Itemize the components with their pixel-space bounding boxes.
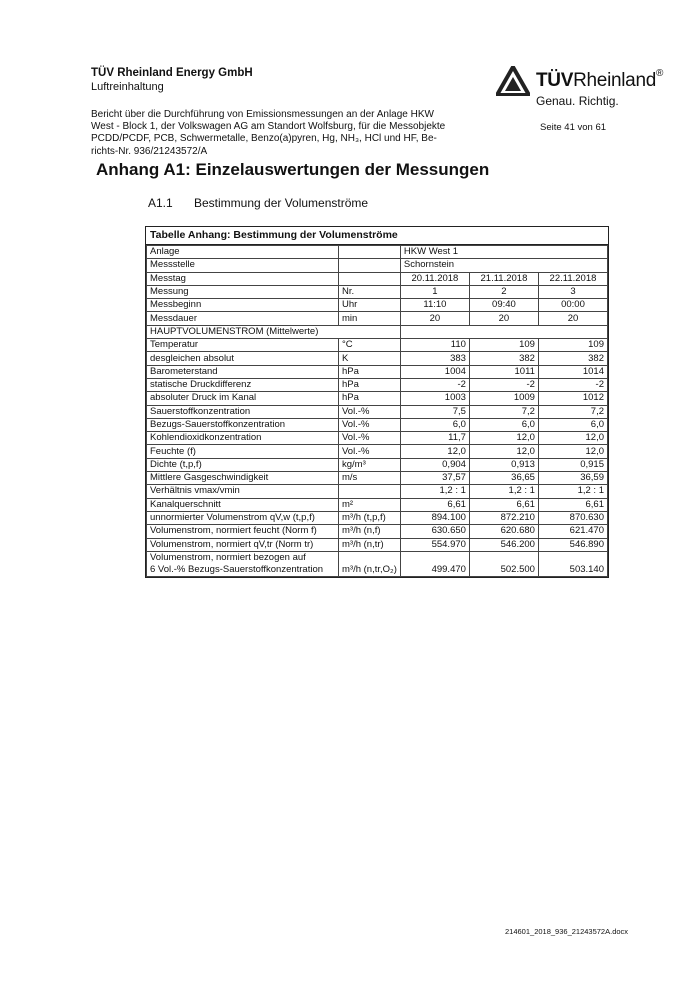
row-value: 7,5 [400, 405, 469, 418]
row-label: absoluter Druck im Kanal [147, 392, 339, 405]
row-label [147, 551, 339, 576]
row-unit: Vol.-% [339, 445, 401, 458]
row-value: 36,59 [538, 472, 607, 485]
row-value: 382 [538, 352, 607, 365]
row-label: Verhältnis vmax/vmin [147, 485, 339, 498]
table-row [147, 485, 608, 498]
table-row [147, 458, 608, 471]
row-value: 20.11.2018 [400, 272, 469, 285]
row-value: 1009 [469, 392, 538, 405]
row-value: 621.470 [538, 525, 607, 538]
row-unit: m³/h (n,f) [339, 525, 401, 538]
row-unit: hPa [339, 378, 401, 391]
row-label: Feuchte (f) [147, 445, 339, 458]
row-label: Messung [147, 285, 339, 298]
report-line: richts-Nr. 936/21243572/A [91, 145, 208, 157]
row-value: 1003 [400, 392, 469, 405]
row-unit: kg/m³ [339, 458, 401, 471]
row-value: -2 [538, 378, 607, 391]
table-row [147, 511, 608, 524]
triangle-logo-icon [496, 66, 530, 96]
row-label: desgleichen absolut [147, 352, 339, 365]
row-label: Messtag [147, 272, 339, 285]
row-unit: min [339, 312, 401, 325]
row-label: Messbeginn [147, 299, 339, 312]
row-value: 894.100 [400, 511, 469, 524]
row-label: Sauerstoffkonzentration [147, 405, 339, 418]
table-row [147, 551, 608, 576]
row-label: Kohlendioxidkonzentration [147, 432, 339, 445]
row-value: 12,0 [538, 445, 607, 458]
row-value: 12,0 [469, 432, 538, 445]
row-value: 12,0 [469, 445, 538, 458]
row-value: 6,0 [469, 418, 538, 431]
company-name: TÜV Rheinland Energy GmbH [91, 67, 253, 79]
data-grid [146, 245, 608, 577]
row-value: 12,0 [400, 445, 469, 458]
row-value: 20 [538, 312, 607, 325]
table-row [147, 378, 608, 391]
row-value: 0,904 [400, 458, 469, 471]
row-unit [339, 259, 401, 272]
row-label: Dichte (t,p,f) [147, 458, 339, 471]
row-value: -2 [469, 378, 538, 391]
row-value: 3 [538, 285, 607, 298]
row-value: 6,0 [538, 418, 607, 431]
row-label: Temperatur [147, 339, 339, 352]
table-row [147, 299, 608, 312]
row-value: 546.200 [469, 538, 538, 551]
row-value: 36,65 [469, 472, 538, 485]
table-row [147, 272, 608, 285]
report-description [91, 109, 446, 158]
row-value: 1004 [400, 365, 469, 378]
row-label: Barometerstand [147, 365, 339, 378]
row-value: 11,7 [400, 432, 469, 445]
row-value: HKW West 1 [400, 246, 607, 259]
report-line: Bericht über die Durchführung von Emissionsmessungen an der Anlage HKW [91, 109, 434, 120]
row-value: 6,61 [400, 498, 469, 511]
row-label: Volumenstrom, normiert feucht (Norm f) [147, 525, 339, 538]
footer-filename: 214601_2018_936_21243572A.docx [505, 927, 629, 936]
row-value: 1,2 : 1 [469, 485, 538, 498]
row-unit: hPa [339, 365, 401, 378]
row-value: 499.470 [400, 551, 469, 576]
row-unit: Uhr [339, 299, 401, 312]
row-unit [339, 272, 401, 285]
annex-title: Anhang A1: Einzelauswertungen der Messungen [96, 160, 490, 179]
logo-brand: TÜVRheinland® [536, 68, 664, 91]
row-unit: °C [339, 339, 401, 352]
row-label: unnormierter Volumenstrom qV,w (t,p,f) [147, 511, 339, 524]
table-row [147, 445, 608, 458]
row-unit: Nr. [339, 285, 401, 298]
row-unit: Vol.-% [339, 418, 401, 431]
row-unit: m³/h (t,p,f) [339, 511, 401, 524]
row-value: 1,2 : 1 [538, 485, 607, 498]
row-value: 502.500 [469, 551, 538, 576]
row-label: statische Druckdifferenz [147, 378, 339, 391]
row-value: 110 [400, 339, 469, 352]
row-unit [339, 485, 401, 498]
row-label: Kanalquerschnitt [147, 498, 339, 511]
row-value: 383 [400, 352, 469, 365]
row-value: 37,57 [400, 472, 469, 485]
row-value: 00:00 [538, 299, 607, 312]
row-label-line: 6 Vol.-% Bezugs-Sauerstoffkonzentration [150, 563, 324, 575]
row-label-line: Volumenstrom, normiert bezogen auf [150, 551, 306, 563]
row-value: 630.650 [400, 525, 469, 538]
row-unit: m³/h (n,tr) [339, 538, 401, 551]
row-value: 109 [538, 339, 607, 352]
row-value: 20 [469, 312, 538, 325]
table-row [147, 538, 608, 551]
row-value: 382 [469, 352, 538, 365]
row-value: 870.630 [538, 511, 607, 524]
row-value: 1,2 : 1 [400, 485, 469, 498]
section-title: Bestimmung der Volumenströme [194, 196, 369, 210]
row-value: 109 [469, 339, 538, 352]
row-value: 503.140 [538, 551, 607, 576]
table-row [147, 259, 608, 272]
row-value: 546.890 [538, 538, 607, 551]
volume-flow-table [145, 226, 609, 578]
row-value: 0,913 [469, 458, 538, 471]
row-value: 1011 [469, 365, 538, 378]
row-value: 22.11.2018 [538, 272, 607, 285]
department-name: Luftreinhaltung [91, 81, 164, 93]
row-value: 2 [469, 285, 538, 298]
table-title: Tabelle Anhang: Bestimmung der Volumenströme [146, 227, 608, 245]
table-row [147, 339, 608, 352]
section-header-label: HAUPTVOLUMENSTROM (Mittelwerte) [147, 325, 401, 338]
row-value: 554.970 [400, 538, 469, 551]
row-value: 6,61 [538, 498, 607, 511]
table-section-header [147, 325, 608, 338]
row-value: 6,0 [400, 418, 469, 431]
page-number: Seite 41 von 61 [540, 122, 607, 133]
row-value: -2 [400, 378, 469, 391]
row-value: Schornstein [400, 259, 607, 272]
row-value: 09:40 [469, 299, 538, 312]
table-row [147, 418, 608, 431]
row-value: 7,2 [469, 405, 538, 418]
row-label: Mittlere Gasgeschwindigkeit [147, 472, 339, 485]
row-value: 872.210 [469, 511, 538, 524]
row-label: Bezugs-Sauerstoffkonzentration [147, 418, 339, 431]
row-label: Anlage [147, 246, 339, 259]
table-row [147, 365, 608, 378]
tuv-logo [496, 64, 666, 112]
row-value: 620.680 [469, 525, 538, 538]
table-row [147, 405, 608, 418]
table-row [147, 285, 608, 298]
row-unit: K [339, 352, 401, 365]
row-label: Volumenstrom, normiert qV,tr (Norm tr) [147, 538, 339, 551]
report-line: West - Block 1, der Volkswagen AG am Standort Wolfsburg, für die Messobjekte [91, 121, 446, 133]
section-number: A1.1 [148, 196, 173, 210]
section-header-blank [400, 325, 607, 338]
row-value: 6,61 [469, 498, 538, 511]
table-row [147, 392, 608, 405]
table-row [147, 246, 608, 259]
row-value: 7,2 [538, 405, 607, 418]
row-value: 20 [400, 312, 469, 325]
row-label: Messstelle [147, 259, 339, 272]
row-unit: m² [339, 498, 401, 511]
row-value: 1012 [538, 392, 607, 405]
row-unit [339, 246, 401, 259]
table-row [147, 472, 608, 485]
row-unit: hPa [339, 392, 401, 405]
table-row [147, 525, 608, 538]
row-label: Messdauer [147, 312, 339, 325]
report-line: PCDD/PCDF, PCB, Schwermetalle, Benzo(a)pyren, Hg, NH₃, HCl und HF, Be- [91, 133, 437, 145]
row-value: 0,915 [538, 458, 607, 471]
row-unit: m³/h (n,tr,O₂) [339, 551, 401, 576]
logo-slogan: Genau. Richtig. [536, 94, 619, 108]
row-unit: Vol.-% [339, 432, 401, 445]
row-value: 1 [400, 285, 469, 298]
table-row [147, 498, 608, 511]
table-row [147, 352, 608, 365]
row-unit: Vol.-% [339, 405, 401, 418]
row-value: 11:10 [400, 299, 469, 312]
row-unit: m/s [339, 472, 401, 485]
table-row [147, 432, 608, 445]
row-value: 1014 [538, 365, 607, 378]
row-value: 21.11.2018 [469, 272, 538, 285]
table-row [147, 312, 608, 325]
row-value: 12,0 [538, 432, 607, 445]
